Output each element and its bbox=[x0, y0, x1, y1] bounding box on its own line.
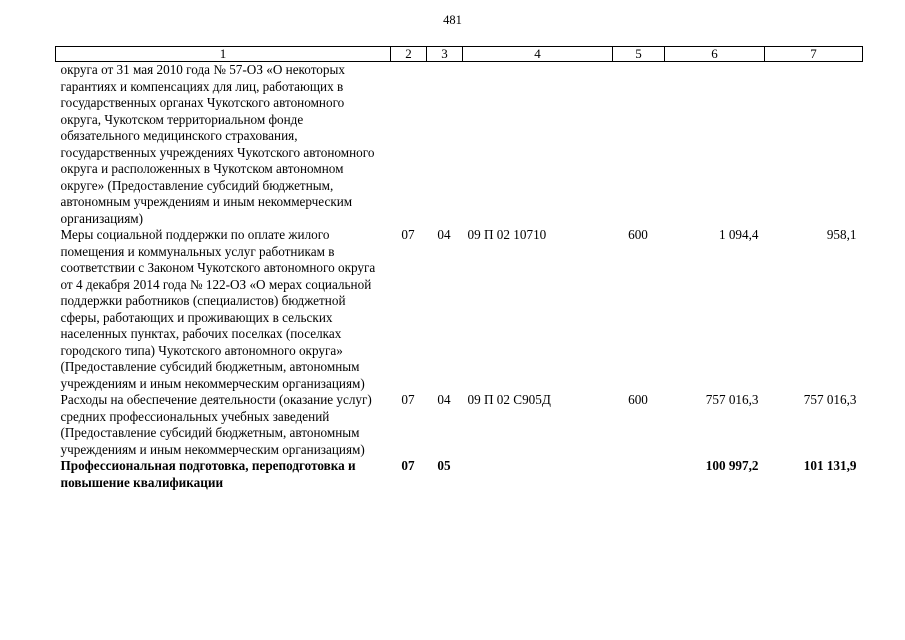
row-code: 09 П 02 С905Д bbox=[467, 392, 551, 407]
budget-table bbox=[55, 46, 863, 491]
row-year2: 101 131,9 bbox=[803, 458, 857, 473]
row-section bbox=[391, 62, 427, 228]
header-col-4: 4 bbox=[463, 47, 613, 62]
row-name: Меры социальной поддержки по оплате жилого помещения и коммунальных услуг работникам в соответствии с Законом Чукотского автономного округа от 4 декабря 2014 года № 122-ОЗ «О мерах социальной поддержки работников (специалистов) бюджетной сферы, работающих и проживающих в сельских населенных пунктах, рабочих поселках (поселках городского типа) Чукотского автономного округа» (Предоставление субсидий бюджетным, автономным учреждениям и иным некоммерческим организациям) bbox=[60, 227, 376, 391]
row-name: Расходы на обеспечение деятельности (оказание услуг) средних профессиональных учебных заведений (Предоставление субсидий бюджетным, автономным учреждениям и иным некоммерческим организациям) bbox=[60, 392, 372, 457]
table-row bbox=[56, 392, 863, 458]
row-subsection: 04 bbox=[437, 227, 451, 242]
table-row bbox=[56, 227, 863, 392]
header-col-6: 6 bbox=[665, 47, 765, 62]
table-row-section-total bbox=[56, 458, 863, 491]
row-year2: 958,1 bbox=[826, 227, 857, 242]
row-kind bbox=[613, 458, 665, 491]
header-col-2: 2 bbox=[391, 47, 427, 62]
row-kind: 600 bbox=[628, 392, 648, 407]
row-year1: 757 016,3 bbox=[705, 392, 759, 407]
row-section: 07 bbox=[401, 392, 415, 407]
row-year2: 757 016,3 bbox=[803, 392, 857, 407]
header-col-5: 5 bbox=[613, 47, 665, 62]
row-subsection: 04 bbox=[437, 392, 451, 407]
header-col-1: 1 bbox=[56, 47, 391, 62]
table-header-row bbox=[56, 47, 863, 62]
row-name: округа от 31 мая 2010 года № 57-ОЗ «О некоторых гарантиях и компенсациях для лиц, работающих в государственных органах Чукотского автономного округа, Чукотском территориальном фонде обязательного медицинского страхования, государственных учреждениях Чукотского автономного округа и расположенных в Чукотском автономном округе» (Предоставление субсидий бюджетным, автономным учреждениям и иным некоммерческим организациям) bbox=[60, 62, 375, 226]
header-col-7: 7 bbox=[765, 47, 863, 62]
row-name: Профессиональная подготовка, переподготовка и повышение квалификации bbox=[60, 458, 356, 490]
table-row bbox=[56, 62, 863, 228]
row-year1: 1 094,4 bbox=[718, 227, 759, 242]
row-code bbox=[463, 458, 613, 491]
row-year1 bbox=[665, 62, 765, 228]
page-number: 481 bbox=[443, 13, 462, 27]
row-code bbox=[463, 62, 613, 228]
row-subsection: 05 bbox=[437, 458, 451, 473]
row-kind bbox=[613, 62, 665, 228]
row-year2 bbox=[765, 62, 863, 228]
row-subsection bbox=[427, 62, 463, 228]
header-col-3: 3 bbox=[427, 47, 463, 62]
row-code: 09 П 02 10710 bbox=[467, 227, 547, 242]
row-section: 07 bbox=[401, 458, 415, 473]
row-kind: 600 bbox=[628, 227, 648, 242]
row-section: 07 bbox=[401, 227, 415, 242]
row-year1: 100 997,2 bbox=[705, 458, 759, 473]
